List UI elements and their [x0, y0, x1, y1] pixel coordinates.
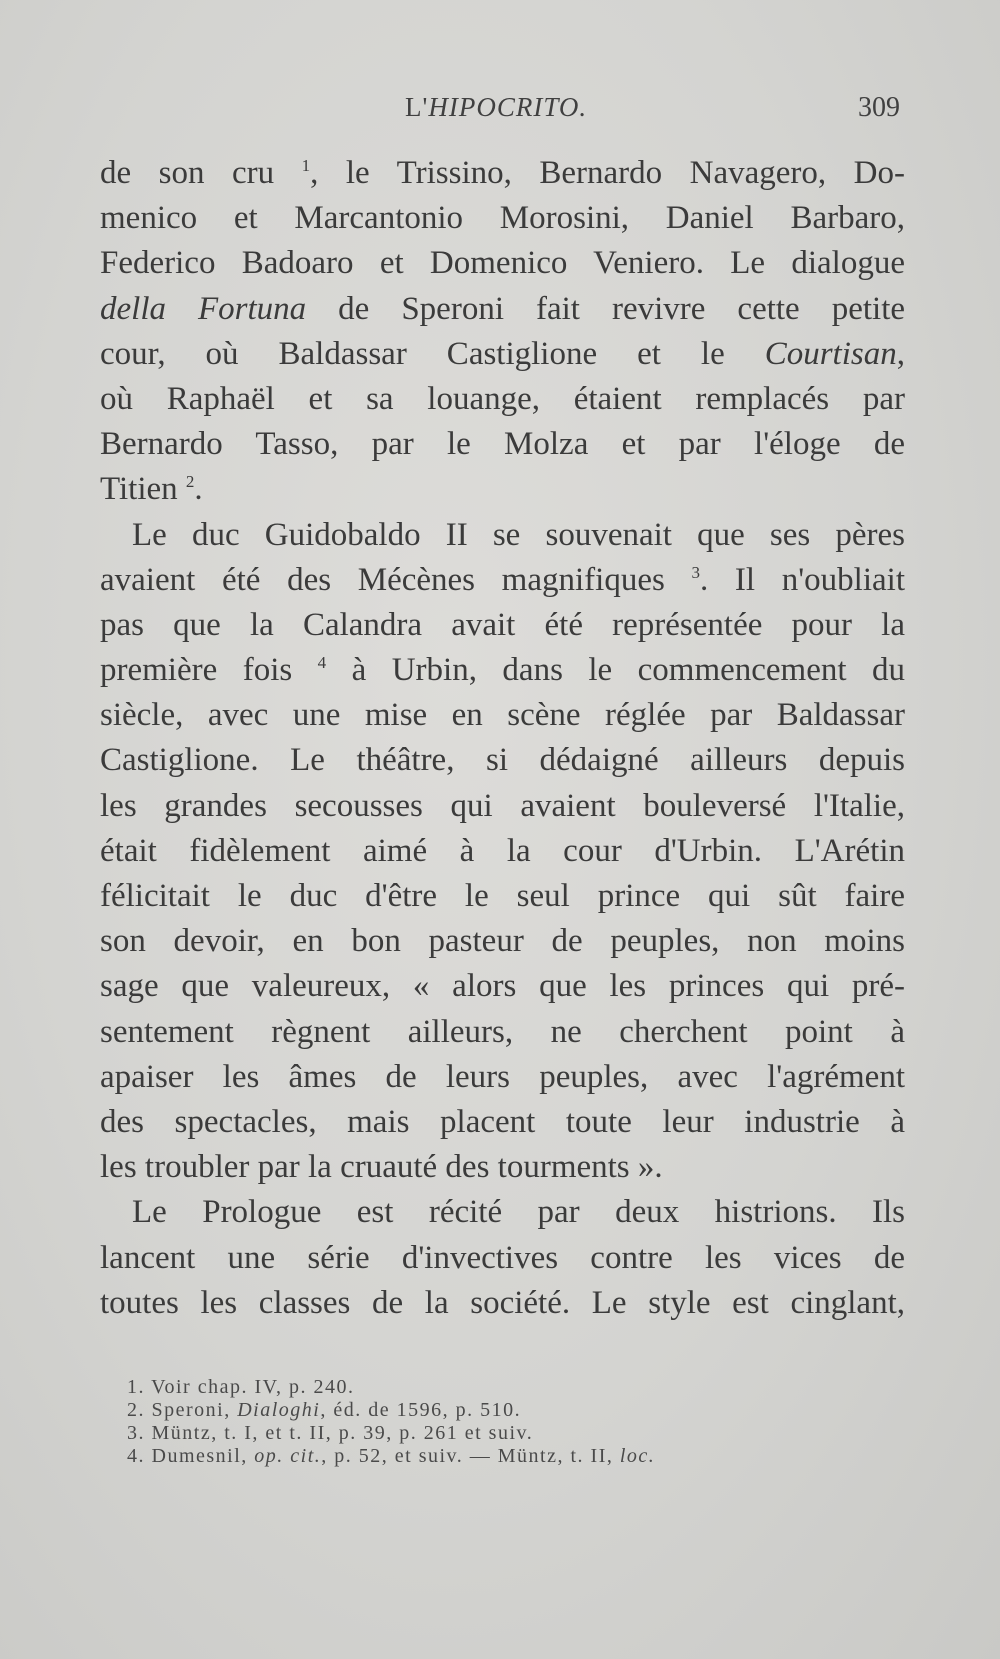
text-run: , p. 52, et suiv. — Müntz, t. II,	[321, 1445, 620, 1467]
text-line: sage que valeureux, « alors que les princes qui pré-	[100, 968, 905, 1005]
italic-title: Dialoghi	[237, 1399, 321, 1421]
text-line: Le Prologue est récité par deux histrions. Ils	[132, 1194, 905, 1231]
text-line: lancent une série d'invectives contre les vices de	[100, 1239, 905, 1276]
text-run: 4. Dumesnil,	[127, 1445, 255, 1467]
body-text	[100, 151, 905, 1326]
text-run: de son cru	[100, 155, 302, 191]
running-head	[100, 92, 900, 132]
footnote-ref-4: 4	[317, 653, 327, 673]
text-line: siècle, avec une mise en scène réglée par Baldassar	[100, 697, 905, 734]
text-line: pas que la Calandra avait été représentée pour la	[100, 606, 905, 643]
running-title	[405, 92, 587, 123]
footnote-ref-1: 1	[301, 156, 311, 175]
footnote-3: 3. Müntz, t. I, et t. II, p. 39, p. 261 et suiv.	[127, 1422, 534, 1444]
text-line: toutes les classes de la société. Le style est cinglant,	[100, 1284, 905, 1321]
text-line: apaiser les âmes de leurs peuples, avec l'agrément	[100, 1058, 905, 1095]
footnote-ref-2: 2	[185, 472, 195, 492]
footnotes	[127, 1376, 887, 1468]
italic-title: della Fortuna	[100, 290, 307, 327]
text-line	[100, 558, 905, 603]
text-line: sentement règnent ailleurs, ne cherchent point à	[100, 1013, 905, 1050]
text-line: Le duc Guidobaldo II se souvenait que ses pères	[132, 516, 905, 553]
text-line: des spectacles, mais placent toute leur industrie à	[100, 1103, 905, 1140]
footnote-1: 1. Voir chap. IV, p. 240.	[127, 1376, 355, 1398]
page-number: 309	[858, 92, 900, 123]
text-run: Titien	[100, 471, 186, 508]
text-line: menico et Marcantonio Morosini, Daniel Barbaro,	[100, 200, 905, 237]
text-run: à Urbin, dans le commencement du	[326, 652, 905, 689]
text-line: où Raphaël et sa louange, étaient remplacés par	[100, 380, 905, 417]
text-line: Federico Badoaro et Domenico Veniero. Le dialogue	[100, 245, 905, 282]
text-run: avaient été des Mécènes magnifiques	[100, 561, 692, 598]
text-line	[100, 648, 905, 693]
text-run: , le Trissino, Bernardo Navagero, Do-	[310, 155, 905, 191]
text-line	[100, 332, 905, 377]
text-line: les grandes secousses qui avaient bouleversé l'Italie,	[100, 787, 905, 824]
footnote-2	[127, 1399, 887, 1422]
running-title-prefix: L'	[405, 92, 429, 122]
text-run: cour, où Baldassar Castiglione et le	[100, 335, 765, 372]
text-run: .	[194, 471, 203, 508]
text-line	[100, 467, 905, 512]
text-line: Bernardo Tasso, par le Molza et par l'éloge de	[100, 426, 905, 463]
italic-title: Courtisan	[764, 335, 897, 372]
italic-title: op. cit.	[254, 1445, 322, 1467]
text-line: les troubler par la cruauté des tourments ».	[100, 1149, 663, 1186]
text-line	[100, 287, 905, 332]
running-title-main: HIPOCRITO.	[428, 92, 588, 122]
footnote-ref-3: 3	[691, 562, 700, 582]
text-run: ,	[896, 335, 905, 372]
text-line: félicitait le duc d'être le seul prince qui sût faire	[100, 878, 905, 914]
text-run: . Il n'oubliait	[699, 561, 905, 598]
text-line: son devoir, en bon pasteur de peuples, non moins	[100, 923, 905, 960]
italic-title: loc.	[619, 1445, 656, 1467]
text-line: était fidèlement aimé à la cour d'Urbin. L'Arétin	[100, 832, 905, 869]
text-run: 2. Speroni,	[127, 1399, 238, 1421]
text-run: première fois	[100, 652, 318, 689]
text-run: de Speroni fait revivre cette petite	[306, 290, 906, 327]
text-line	[100, 151, 905, 196]
text-run: , éd. de 1596, p. 510.	[320, 1399, 522, 1421]
text-line: Castiglione. Le théâtre, si dédaigné ailleurs depuis	[100, 742, 905, 779]
footnote-4	[127, 1445, 887, 1468]
